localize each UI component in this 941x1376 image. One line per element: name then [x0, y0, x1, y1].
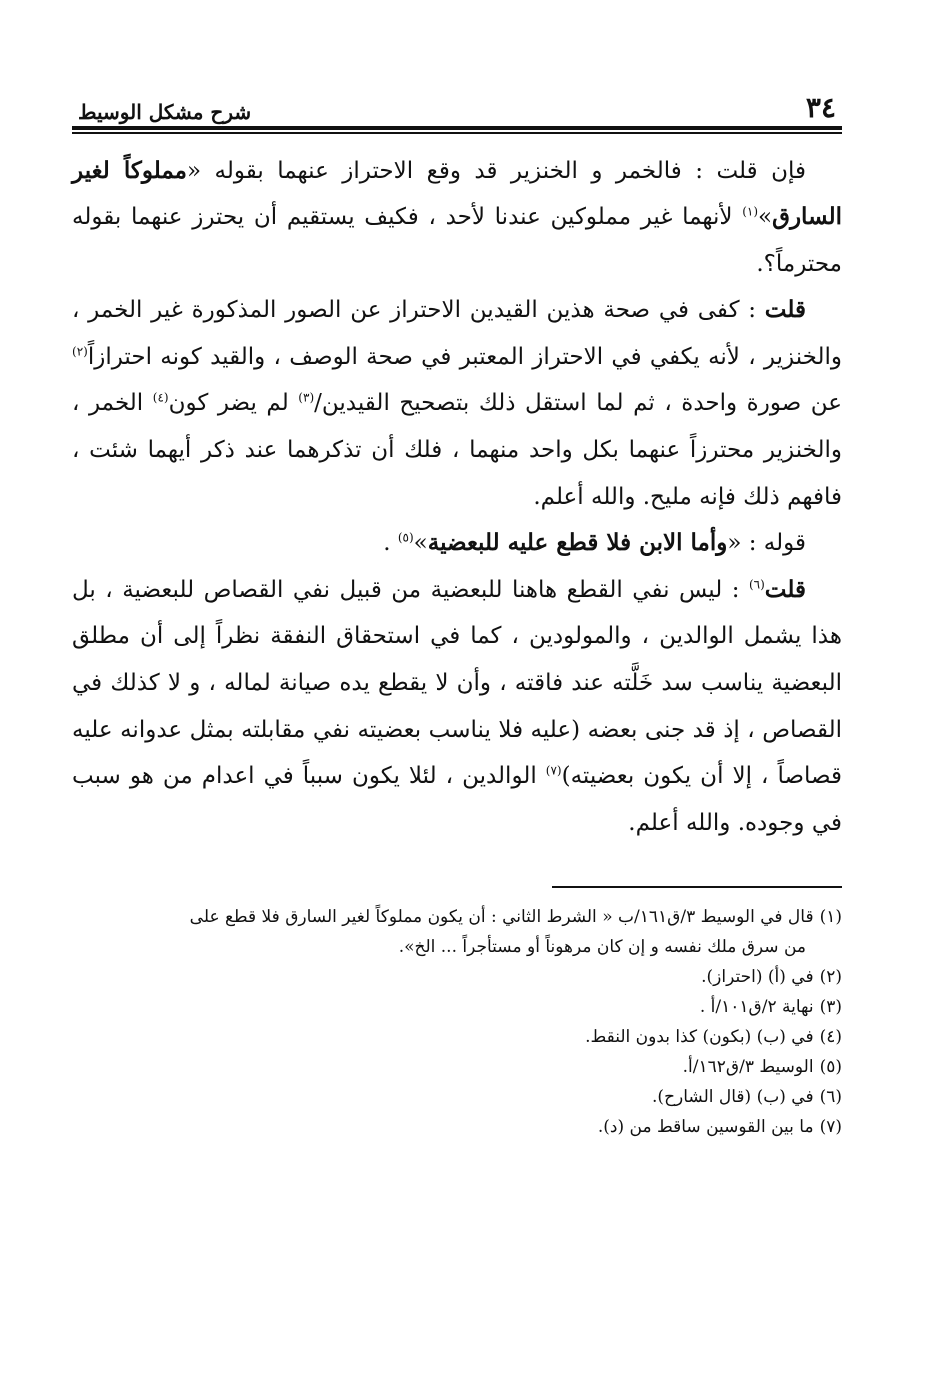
paragraph-text: فإن قلت : فالخمر و الخنزير قد وقع الاحتراز عنهما بقوله «: [186, 157, 806, 184]
paragraph-question: [72, 148, 842, 288]
paragraph-answer: [72, 287, 842, 520]
footnote-item: [72, 902, 842, 932]
quoted-phrase: مملوكاً لغير السارق: [72, 156, 842, 231]
book-page: [72, 88, 842, 1142]
paragraph-text: لأنهما غير مملوكين عندنا لأحد ، فكيف يستقيم أن يحترز عنهما بقوله محترماً؟.: [72, 204, 842, 277]
footnote-item: [72, 962, 842, 992]
footnote-ref: (٦): [748, 577, 765, 592]
paragraph-commentary: [72, 567, 842, 847]
footnote-number: (٦): [819, 1086, 842, 1107]
footnote-item: [72, 1052, 842, 1082]
footnote-continuation: [72, 932, 842, 962]
main-text: [72, 148, 842, 847]
footnote-ref: (٤): [152, 390, 169, 405]
footnote-ref: (٣): [298, 390, 315, 405]
page-header: [72, 88, 842, 122]
footnote-ref: (٧): [545, 763, 562, 778]
paragraph-text: الوالدين ، لئلا يكون سبباً في اعدام من هو سبب في وجوده. والله أعلم.: [72, 763, 842, 836]
paragraph-text: : ليس نفي القطع هاهنا للبعضية من قبيل نفي القصاص للبعضية ، بل هذا يشمل الوالدين ، والمولودين ، كما في استحقاق النفقة نظراً إلى أن مطلق البعضية يناسب سد خَلَّته عند فاقته ، وأن لا يقطع يده صيانة لماله ، و لا كذلك في القصاص ، إذ قد جنى بعضه (عليه فلا يناسب بعضيته نفي مقابلته بمثل عدوانه عليه قصاصاً ، إلا أن يكون بعضيته): [72, 576, 842, 790]
footnote-ref: (٥): [397, 530, 414, 545]
quoted-phrase: وأما الابن فلا قطع عليه للبعضية: [427, 529, 728, 557]
footnote-text: ما بين القوسين ساقط من (د).: [597, 1116, 814, 1137]
footnote-text: في (ب) (قال الشارح).: [652, 1086, 814, 1107]
paragraph-text: قوله : «: [727, 530, 806, 557]
paragraph-text: الخمر ، والخنزير محترزاً عنهما بكل واحد منهما ، فلك أن تذكرهما عند ذكر أيهما شئت ، فافهم ذلك فإنه مليح. والله أعلم.: [72, 390, 842, 510]
footnote-number: (٣): [819, 996, 842, 1017]
quote-close: »: [413, 530, 428, 557]
footnote-text: نهاية ٢/ق١٠١/أ .: [699, 996, 814, 1017]
footnote-number: (٥): [819, 1056, 842, 1077]
header-rule-thin: [72, 132, 842, 134]
footnote-number: (٢): [819, 966, 842, 987]
footnote-ref: (١): [742, 204, 759, 219]
footnote-text: قال في الوسيط ٣/ق١٦١/ب « الشرط الثاني : أن يكون مملوكاً لغير السارق فلا قطع على: [189, 906, 814, 927]
footnote-text: في (أ) (احتراز).: [701, 966, 814, 987]
lead-word: قلت: [764, 575, 806, 603]
footnote-item: [72, 992, 842, 1022]
footnote-number: (٧): [819, 1116, 842, 1137]
footnote-text: من سرق ملك نفسه و إن كان مرهوناً أو مستأجراً ... الخ».: [398, 936, 806, 957]
paragraph-citation: [72, 520, 842, 567]
footnote-item: [72, 1112, 842, 1142]
footnote-number: (١): [819, 906, 842, 927]
footnotes: [72, 902, 842, 1142]
footnote-ref: (٢): [72, 344, 88, 359]
paragraph-text: .: [383, 530, 398, 557]
paragraph-text: : كفى في صحة هذين القيدين الاحتراز عن الصور المذكورة غير الخمر ، والخنزير ، لأنه يكفي في الاحتراز المعتبر في صحة الوصف ، والقيد كونه احترازاً: [72, 297, 842, 370]
quote-close: »: [758, 204, 773, 231]
paragraph-text: لم يضر كون: [168, 390, 299, 417]
footnote-item: [72, 1022, 842, 1052]
footnote-text: الوسيط ٣/ق١٦٢/أ.: [682, 1056, 814, 1077]
paragraph-text: عن صورة واحدة ، ثم لما استقل ذلك بتصحيح القيدين/: [314, 390, 843, 417]
footnote-number: (٤): [819, 1026, 842, 1047]
footnote-text: في (ب) (بكون) كذا بدون النقط.: [585, 1026, 814, 1047]
page-number: ٣٤: [805, 91, 836, 124]
footnote-separator: [552, 886, 842, 888]
header-rule-thick: [72, 126, 842, 130]
lead-word: قلت: [764, 296, 806, 324]
footnote-item: [72, 1082, 842, 1112]
running-title: شرح مشكل الوسيط: [78, 100, 252, 124]
